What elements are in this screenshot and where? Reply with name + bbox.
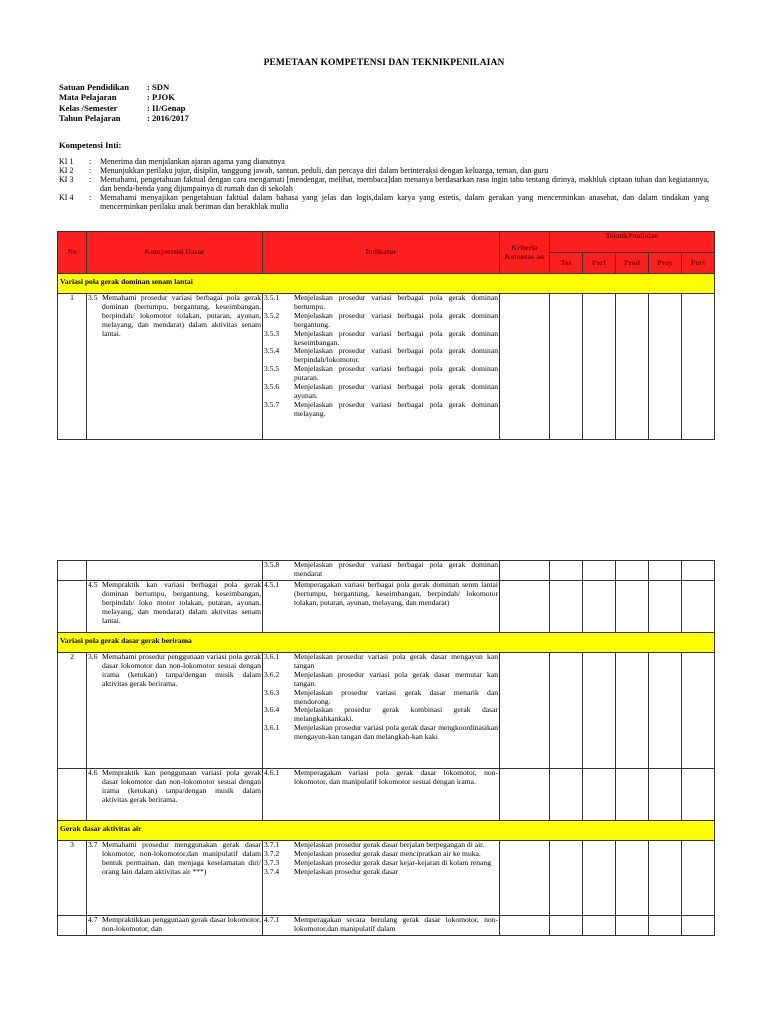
indikator-item: 3.5.1 Menjelaskan prosedur variasi berbagai pola gerak dominan bertumpu. bbox=[264, 293, 498, 311]
kd-cell bbox=[87, 581, 263, 633]
row-number: 1 bbox=[58, 294, 87, 440]
kd-text: Memahami prosedur variasi berbagai pola gerak dominan (bertumpu, bergantung, keseimbangan, berpindah/ lokomotor tolakan, putaran, ayunan, melayang, dan mendarat) dalam aktivitas senam lantai. bbox=[102, 293, 261, 338]
prod-cell bbox=[616, 916, 649, 936]
kd-code: 4.7 bbox=[88, 915, 98, 924]
ki-item: KI 3 : Memahami, pengetahuan faktual dengan cara mengamati [mendengar, melihat, membaca]dan menanya berdasarkan rasa ingin tahu tentang dirinya, makhluk ciptaan tuhan dan kegiatannya, dan benda-benda yang dijumpainya di rumah dan di sekolah bbox=[59, 175, 709, 194]
tes-cell bbox=[550, 581, 583, 633]
proy-cell bbox=[649, 581, 682, 633]
info-value: : PJOK bbox=[147, 92, 175, 103]
indikator-item: 4.6.1 Memperagakan variasi pola gerak dasar lokomotor, non-lokomotor, dan manipulatif lokomotor sesuai dengan irama. bbox=[264, 768, 498, 786]
indikator-cell bbox=[263, 581, 500, 633]
row-number: 3 bbox=[58, 841, 87, 916]
section-heading: Gerak dasar aktivitas air bbox=[58, 821, 715, 841]
kriteria-cell bbox=[500, 561, 550, 581]
proy-cell bbox=[649, 561, 682, 581]
perf-cell bbox=[583, 561, 616, 581]
kd-code: 3.6 bbox=[88, 652, 98, 661]
ki-text: Menunjukkan perilaku jujur, disiplin, tanggung jawab, santun, peduli, dan percaya diri dalam berinteraksi dengan keluarga, teman, dan guru bbox=[100, 166, 549, 176]
ki-text: Menerima dan menjalankan ajaran agama yang dianutnya bbox=[100, 157, 285, 166]
prod-cell bbox=[616, 841, 649, 916]
indikator-item: 3.7.3 Menjelaskan prosedur gerak dasar kejar-kejaran di kolam renang bbox=[264, 857, 491, 867]
header-tes: Tes bbox=[550, 253, 583, 274]
prod-cell bbox=[616, 561, 649, 581]
port-cell bbox=[682, 916, 715, 936]
proy-cell bbox=[649, 769, 682, 821]
perf-cell bbox=[583, 653, 616, 769]
indikator-item: 3.6.4 Menjelaskan prosedur gerak kombinasi gerak dasar melangkahkankaki. bbox=[264, 705, 498, 724]
ki-code: KI 3 bbox=[59, 175, 74, 185]
indikator-item: 3.6.1 Menjelaskan prosedur variasi pola gerak dasar mengayun kan tangan bbox=[264, 652, 498, 670]
indikator-item: 4.7.1 Memperagakan secara berulang gerak dasar lokomotor, non-lokomotor,dan manipulatif dalam bbox=[264, 915, 498, 933]
header-kriteria: Kriteria Ketuntas an bbox=[500, 232, 550, 274]
kriteria-cell bbox=[500, 916, 550, 936]
indikator-item: 3.5.2 Menjelaskan prosedur variasi berbagai pola gerak dominan bergantung. bbox=[264, 310, 498, 329]
kriteria-cell bbox=[500, 841, 550, 916]
info-label: Tahun Pelajaran bbox=[59, 112, 121, 123]
header-perf: Perf bbox=[583, 253, 616, 274]
ki-text: Memahami menyajikan pengetahuan faktual dalam bahasa yang jelas dan logis,dalam karya yang estetis, dalam gerakan yang mencerminkan anasehat, dan dalam tindakan yang mencerminkan perilaku anak beriman dan berakhlak mulia bbox=[100, 193, 709, 212]
kd-code: 3.7 bbox=[88, 840, 98, 849]
kd-code: 4.6 bbox=[88, 768, 98, 777]
info-label: Kelas /Semester bbox=[59, 102, 118, 113]
row-number: 2 bbox=[58, 653, 87, 769]
port-cell bbox=[682, 561, 715, 581]
indikator-cell bbox=[263, 653, 500, 769]
indikator-item: 3.5.7 Menjelaskan prosedur variasi berbagai pola gerak dominan melayang. bbox=[264, 399, 498, 418]
proy-cell bbox=[649, 916, 682, 936]
tes-cell bbox=[550, 841, 583, 916]
port-cell bbox=[682, 294, 715, 440]
indikator-item: 3.6.1 Menjelaskan prosedur variasi pola gerak dasar mengkoordinasikan mengayun-kan tangan dan melangkah-kan kaki bbox=[264, 723, 498, 742]
tes-cell bbox=[550, 294, 583, 440]
perf-cell bbox=[583, 916, 616, 936]
kd-cell bbox=[87, 916, 263, 936]
kd-cell bbox=[87, 561, 263, 581]
info-label: Mata Pelajaran bbox=[59, 92, 117, 103]
kd-text: Memahami prosedur menggunakan gerak dasar lokomotor, non-lokomotor,dan manipulatif dalam bentuk permainan, dan menjaga keselamatan diri/ orang lain dalam aktivitas air ***) bbox=[102, 840, 261, 876]
kd-cell bbox=[87, 841, 263, 916]
competency-table-part-1 bbox=[57, 231, 715, 440]
indikator-item: 3.5.4 Menjelaskan prosedur variasi berbagai pola gerak dominan berpindah/lokomotor. bbox=[264, 346, 498, 365]
header-port: Port bbox=[682, 253, 715, 274]
kriteria-cell bbox=[500, 294, 550, 440]
perf-cell bbox=[583, 769, 616, 821]
header-no: No bbox=[58, 232, 87, 274]
ki-item: KI 1 : Menerima dan menjalankan ajaran agama yang dianutnya bbox=[59, 157, 709, 166]
kd-code: 3.5 bbox=[88, 293, 98, 302]
kd-cell bbox=[87, 294, 263, 440]
ki-code: KI 4 bbox=[59, 193, 74, 203]
port-cell bbox=[682, 769, 715, 821]
tes-cell bbox=[550, 916, 583, 936]
header-indikator: Indikator bbox=[263, 232, 500, 274]
no-cell bbox=[58, 581, 87, 633]
info-label: Satuan Pendidikan bbox=[59, 82, 129, 92]
indikator-item: 4.5.1 Memperagakan variasi berbagai pola gerak dominan senm lantai (bertumpu, bergantung, keseimbangan, berpindah/ lokomotor tolakan, putaran, ayunan, melayang, dan mendarat) bbox=[264, 580, 498, 607]
indikator-item: 3.5.6 Menjelaskan prosedur variasi berbagai pola gerak dominan ayunan. bbox=[264, 382, 498, 400]
proy-cell bbox=[649, 294, 682, 440]
kd-cell bbox=[87, 769, 263, 821]
indikator-item: 3.5.5 Menjelaskan prosedur variasi berbagai pola gerak dominan putaran. bbox=[264, 364, 498, 383]
perf-cell bbox=[583, 841, 616, 916]
proy-cell bbox=[649, 841, 682, 916]
indikator-item: 3.7.4 Menjelaskan prosedur gerak dasar bbox=[264, 866, 398, 876]
prod-cell bbox=[616, 294, 649, 440]
kd-code: 4.5 bbox=[88, 580, 98, 589]
header-kompetensi-dasar: Kompetensi Dasar bbox=[87, 232, 263, 274]
info-value: : 2016/2017 bbox=[147, 112, 189, 123]
info-value: : SDN bbox=[147, 82, 170, 92]
prod-cell bbox=[616, 769, 649, 821]
indikator-cell bbox=[263, 769, 500, 821]
info-value: : II/Genap bbox=[147, 102, 186, 113]
indikator-item: 3.5.3 Menjelaskan prosedur variasi berbagai pola gerak dominan keseimbangan. bbox=[264, 328, 498, 347]
tes-cell bbox=[550, 561, 583, 581]
indikator-item: 3.5.8 Menjelaskan prosedur variasi berbagai pola gerak dominan mendarat bbox=[264, 560, 498, 578]
kriteria-cell bbox=[500, 581, 550, 633]
perf-cell bbox=[583, 294, 616, 440]
kd-cell bbox=[87, 653, 263, 769]
port-cell bbox=[682, 653, 715, 769]
kd-text: Mempraktik kan variasi berbagai pola gerak dominan bertumpu, bergantung, keseimbangan, berpindah/ loko motor tolakan, putaran, ayunan, melayang, dan mendarat) dalam aktivitas senam lantai. bbox=[102, 580, 261, 625]
section-heading: Variasi pola gerak dominan senam lantai bbox=[58, 274, 715, 294]
no-cell bbox=[58, 769, 87, 821]
ki-item: KI 4 : Memahami menyajikan pengetahuan faktual dalam bahasa yang jelas dan logis,dalam karya yang estetis, dalam gerakan yang mencerminkan anasehat, dan dalam tindakan yang mencerminkan perilaku anak beriman dan berakhlak mulia bbox=[59, 193, 709, 212]
header-prod: Prod bbox=[616, 253, 649, 274]
kriteria-cell bbox=[500, 769, 550, 821]
indikator-cell bbox=[263, 841, 500, 916]
kd-text: Mempraktikkan penggunaan gerak dasar lokomotor, non-lokomotor, dan bbox=[102, 915, 261, 933]
port-cell bbox=[682, 841, 715, 916]
ki-text: Memahami, pengetahuan faktual dengan cara mengamati [mendengar, melihat, membaca]dan menanya berdasarkan rasa ingin tahu tentang dirinya, makhluk ciptaan tuhan dan kegiatannya, dan benda-benda yang dijumpainya di rumah dan di sekolah bbox=[100, 175, 709, 194]
proy-cell bbox=[649, 653, 682, 769]
port-cell bbox=[682, 581, 715, 633]
competency-table-part-2 bbox=[57, 560, 715, 936]
kriteria-cell bbox=[500, 653, 550, 769]
tes-cell bbox=[550, 653, 583, 769]
indikator-cell bbox=[263, 294, 500, 440]
identity-block bbox=[59, 82, 189, 123]
tes-cell bbox=[550, 769, 583, 821]
perf-cell bbox=[583, 581, 616, 633]
section-heading: Variasi pola gerak dasar gerak berirama bbox=[58, 633, 715, 653]
kd-text: Mempraktik kan penggunaan variasi pola gerak dasar lokomotor dan non-lokomotor sesuai dengan irama (ketukan) tanpa/dengan musik dalam aktivitas gerak berirama. bbox=[102, 768, 261, 804]
indikator-item: 3.7.1 Menjelaskan prosedur gerak dasar berjalan berpegangan di air. bbox=[264, 840, 485, 849]
prod-cell bbox=[616, 581, 649, 633]
ki-code: KI 1 bbox=[59, 157, 74, 166]
ki-heading: Kompetensi Inti: bbox=[59, 140, 122, 150]
ki-list bbox=[59, 157, 709, 212]
header-proy: Proy bbox=[649, 253, 682, 274]
ki-code: KI 2 bbox=[59, 166, 74, 176]
no-cell bbox=[58, 916, 87, 936]
no-cell bbox=[58, 561, 87, 581]
ki-item: KI 2 : Menunjukkan perilaku jujur, disiplin, tanggung jawab, santun, peduli, dan percaya diri dalam berinteraksi dengan keluarga, teman, dan guru bbox=[59, 166, 709, 175]
indikator-item: 3.6.2 Menjelaskan prosedur variasi pola gerak dasar memutar kan tangan. bbox=[264, 669, 498, 688]
indikator-item: 3.7.2 Menjelaskan prosedur gerak dasar mencipratkan air ke muka. bbox=[264, 848, 481, 858]
header-teknik-penilaian: TeknikPenilaian bbox=[550, 232, 715, 253]
document-title: PEMETAAN KOMPETENSI DAN TEKNIKPENILAIAN bbox=[263, 58, 505, 68]
indikator-item: 3.6.3 Menjelaskan prosedur variasi gerak dasar menarik dan mendorong. bbox=[264, 687, 498, 706]
kd-text: Memahami prosedur penggunaan variasi pola gerak dasar lokomotor dan non-lokomotor sesuai dengan irama (ketukan) tanpa/dengan musik dalam aktivitas gerak berirama. bbox=[102, 652, 261, 688]
prod-cell bbox=[616, 653, 649, 769]
indikator-cell bbox=[263, 916, 500, 936]
indikator-cell bbox=[263, 561, 500, 581]
